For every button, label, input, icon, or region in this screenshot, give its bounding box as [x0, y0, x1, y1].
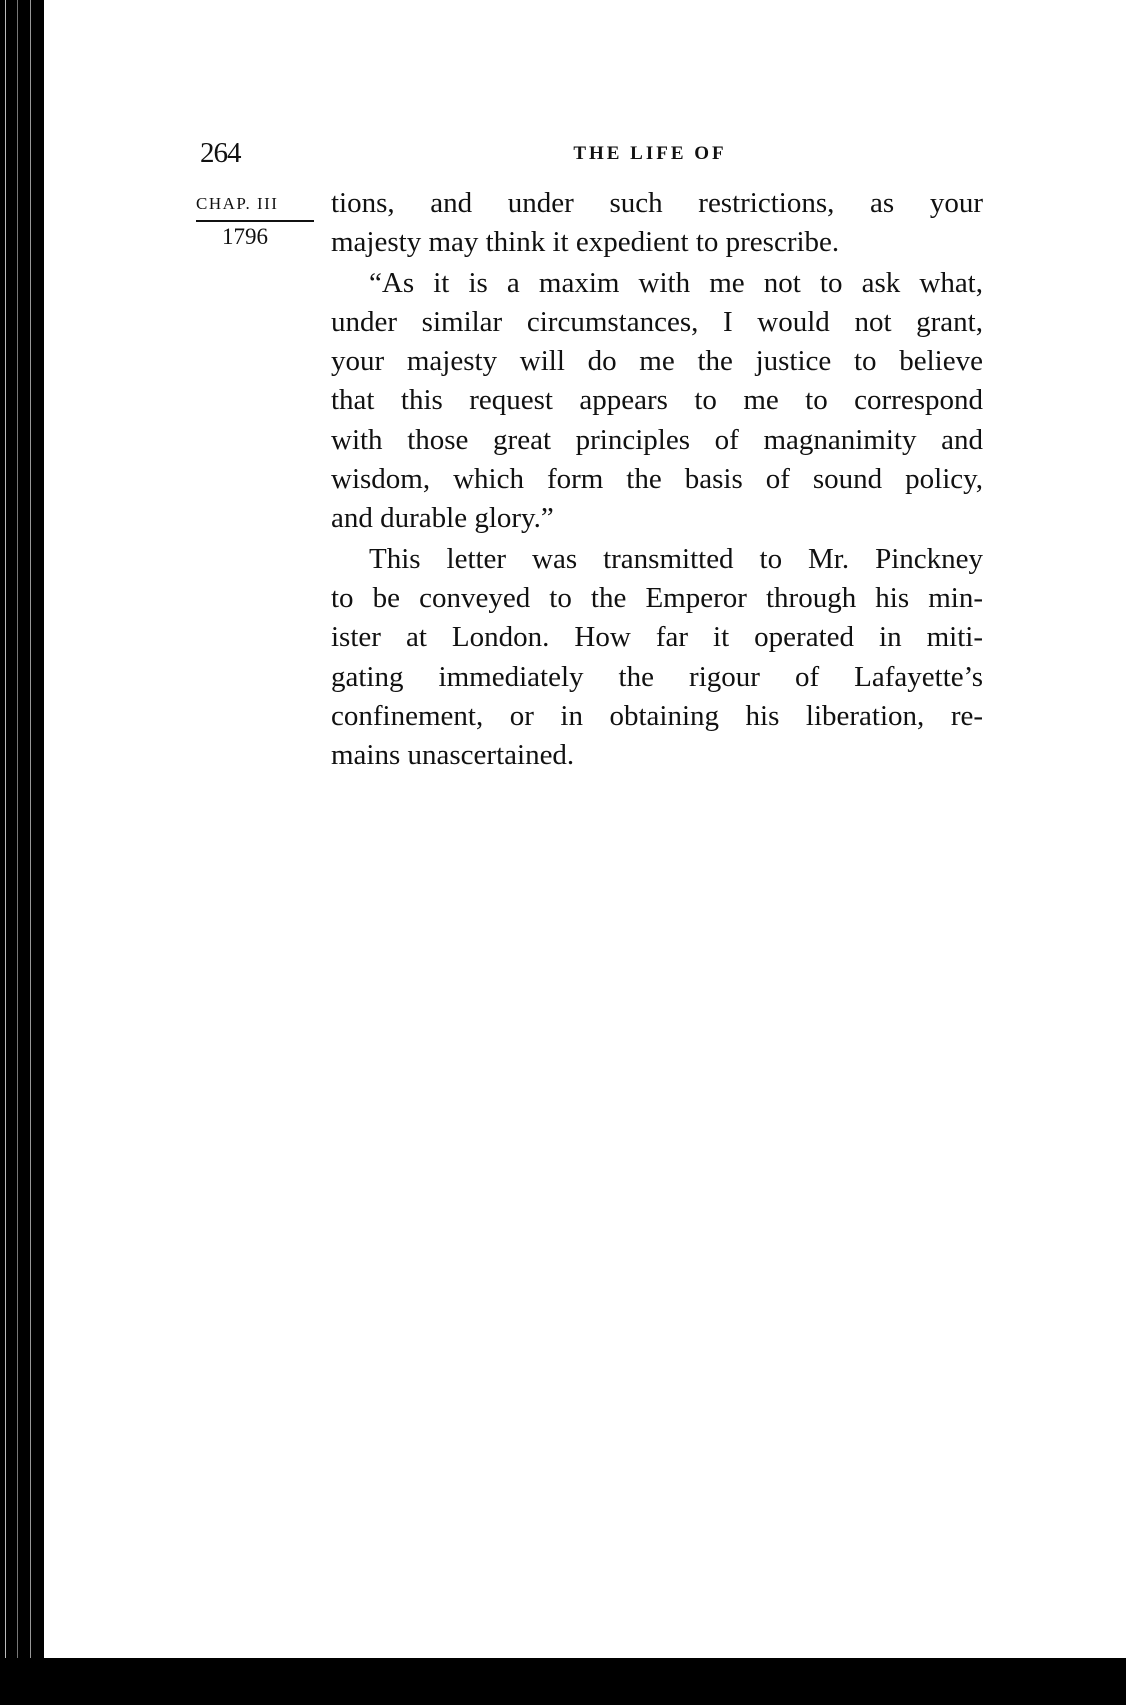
text-line: “As it is a maxim with me not to ask what, — [369, 266, 983, 299]
text-line: and durable glory.” — [331, 502, 554, 535]
text-line: This letter was transmitted to Mr. Pinckney — [369, 542, 983, 575]
text-line: ister at London. How far it operated in miti- — [331, 621, 983, 654]
text-line: majesty may think it expedient to prescribe. — [331, 226, 840, 259]
margin-year: 1796 — [222, 224, 268, 249]
text-line: wisdom, which form the basis of sound policy, — [331, 463, 983, 496]
text-line: mains unascertained. — [331, 739, 575, 772]
scan-bottom-edge — [0, 1658, 1126, 1705]
text-line: tions, and under such restrictions, as your — [331, 187, 983, 219]
text-line: with those great principles of magnanimity and — [331, 423, 983, 456]
running-title: THE LIFE OF — [573, 143, 727, 164]
text-line: confinement, or in obtaining his liberation, re- — [331, 699, 983, 732]
body-text — [331, 184, 983, 775]
margin-chapter: CHAP. III — [196, 194, 314, 222]
text-line: to be conveyed to the Emperor through his min- — [331, 581, 983, 614]
text-line: that this request appears to me to correspond — [331, 384, 983, 417]
text-line: gating immediately the rigour of Lafayette’s — [331, 660, 983, 693]
margin-note — [196, 194, 314, 250]
text-line: your majesty will do me the justice to believe — [331, 345, 983, 378]
page-number: 264 — [200, 137, 241, 169]
scan-binding-edge — [0, 0, 44, 1705]
text-line: under similar circumstances, I would not grant, — [331, 305, 983, 338]
